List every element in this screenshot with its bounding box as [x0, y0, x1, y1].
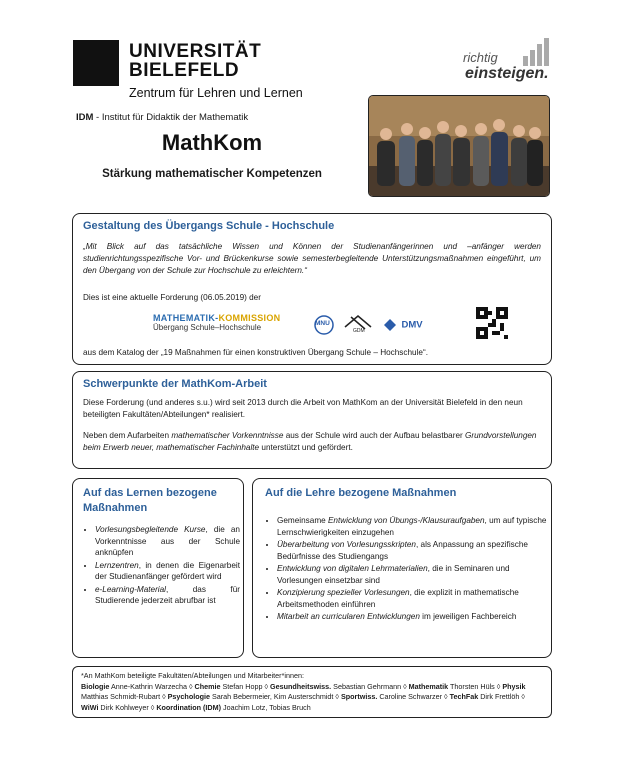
dmv-logo-icon [383, 316, 423, 334]
separator: ◊ [401, 681, 409, 691]
transition-quote: „Mit Blick auf das tatsächliche Wissen und Können der Studienanfängerinnen und –anfänger werden studienrichtungsspezifische Vor- und Brückenkurse sowie semesterbegleitende Unterstützungsmaßnahmen eingeführt, um den Übergang von der Schule zur Hochschule zu erleichtern.“ [83, 242, 541, 275]
participant-names: Caroline Schwarzer [377, 692, 443, 701]
focus-paragraph-1: Diese Forderung (und anderes s.u.) wird seit 2013 durch die Arbeit von MathKom an der Universität Bielefeld in den neun beteiligten Fakultäten/Abteilungen* realisiert. [83, 398, 523, 419]
participant-field: Physik [502, 681, 526, 691]
gdm-logo-icon [343, 313, 373, 337]
participant-names: Anne-Kathrin Warzecha [109, 681, 187, 691]
participant-names: Matthias Schmidt-Rubart [81, 692, 161, 701]
university-name [129, 42, 261, 80]
einsteigen-text: einsteigen. [465, 65, 549, 82]
teaching-measures-box [252, 478, 552, 658]
participant-names: Sarah Bebermeier, Kim Austerschmidt [209, 692, 334, 701]
separator: ◊ [187, 681, 195, 691]
list-item: • Vorlesungsbegleitende Kurse, die an Vorkenntnisse aus der Schule anknüpfen [95, 524, 240, 559]
participant-field: Chemie [194, 681, 221, 691]
richtig-einsteigen-logo [463, 38, 553, 84]
list-item: • Gemeinsame Entwicklung von Übungs-/Klausuraufgaben, um auf typische Lernschwierigkeiten einzugehen [277, 515, 547, 538]
idm-abbrev: IDM [76, 112, 94, 123]
separator: ◊ [333, 692, 341, 701]
participant-names: Joachim Lotz, Tobias Bruch [221, 702, 311, 712]
participant-field: WiWi [81, 702, 99, 712]
participant-names: Dirk Frettlöh [478, 692, 520, 701]
separator: ◊ [148, 702, 157, 712]
participant-field: Koordination (IDM) [156, 702, 221, 712]
gdm-logo-text: GDM [353, 328, 365, 334]
teaching-measures-title: Auf die Lehre bezogene Maßnahmen [265, 487, 457, 499]
participant-names: Thorsten Hüls [448, 681, 495, 691]
participant-field: Psychologie [167, 692, 210, 701]
teaching-measures-list [263, 515, 547, 624]
idm-fullname: - Institut für Didaktik der Mathematik [93, 112, 249, 123]
page-title: MathKom [161, 130, 263, 155]
zentrum-label: Zentrum für Lehren und Lernen [129, 86, 303, 100]
qr-code-icon[interactable] [476, 307, 508, 339]
university-name-line2: BIELEFELD [129, 60, 240, 81]
dmv-logo-text: DMV [401, 319, 423, 331]
participants-box [72, 666, 552, 718]
participant-field: TechFak [449, 692, 479, 701]
bars-icon [521, 38, 549, 66]
list-item: • Entwicklung von digitalen Lehrmaterialien, die in Seminaren und Vorlesungen einsetzbar sind [277, 563, 547, 586]
mnu-logo-text: MNU [315, 320, 330, 327]
list-item: • Lernzentren, in denen die Eigenarbeit der Studienanfänger gefördert wird [95, 560, 240, 583]
institute-label [76, 112, 248, 123]
separator: ◊ [262, 681, 271, 691]
participants-list [81, 682, 543, 714]
focus-paragraph-2: Neben dem Aufarbeiten mathematischer Vorkenntnisse aus der Schule wird auch der Aufbau belastbarer Grundvorstellungen beim Erwerb neuer, mathematischer Fachinhalte unterstützt und gefördert. [83, 431, 537, 452]
transition-box-title: Gestaltung des Übergangs Schule - Hochschule [83, 220, 335, 232]
participant-field: Biologie [81, 681, 110, 691]
focus-box-title: Schwerpunkte der MathKom-Arbeit [83, 378, 267, 390]
learning-measures-title: Auf das Lernen bezogene Maßnahmen [83, 487, 217, 514]
participant-field: Gesundheitswiss. [270, 681, 332, 691]
focus-box [72, 371, 552, 469]
participants-text [81, 671, 543, 713]
separator: ◊ [519, 692, 525, 701]
mnu-logo-icon [313, 314, 335, 336]
list-item: • e-Learning-Material, das für Studierende jederzeit abrufbar ist [95, 584, 240, 607]
university-logo-mark [73, 40, 119, 86]
separator: ◊ [160, 692, 168, 701]
catalog-text: aus dem Katalog der „19 Maßnahmen für einen konstruktiven Übergang Schule – Hochschule“. [83, 348, 428, 357]
separator: ◊ [494, 681, 503, 691]
demand-text: Dies ist eine aktuelle Forderung (06.05.2019) der [83, 293, 261, 302]
participant-names: Dirk Kohlweyer [98, 702, 149, 712]
mk-logo-part1: MATHEMATIK- [153, 313, 219, 323]
mk-logo-part2: KOMMISSION [218, 313, 281, 323]
participants-heading: *An MathKom beteiligte Fakultäten/Abteilungen und Mitarbeiter*innen: [81, 671, 304, 680]
learning-measures-list [81, 524, 240, 608]
list-item: • Mitarbeit an curricularen Entwicklungen im jeweiligen Fachbereich [277, 611, 547, 623]
participant-names: Sebastian Gehrmann [331, 681, 402, 691]
richtig-text: richtig [463, 50, 498, 65]
separator: ◊ [442, 692, 450, 701]
participant-field: Mathematik [408, 681, 449, 691]
list-item: • Konzipierung spezieller Vorlesungen, die explizit in mathematische Arbeitsmethoden einführen [277, 587, 547, 610]
mathematik-kommission-logo [153, 313, 280, 332]
transition-box [72, 213, 552, 365]
mk-logo-subtitle: Übergang Schule–Hochschule [153, 323, 262, 332]
university-name-line1: UNIVERSITÄT [129, 41, 262, 62]
participant-field: Sportwiss. [340, 692, 378, 701]
team-photo [368, 95, 550, 197]
list-item: • Überarbeitung von Vorlesungsskripten, als Anpassung an spezifische Bedürfnisse des Studiengangs [277, 539, 547, 562]
learning-measures-box [72, 478, 244, 658]
participant-names: Stefan Hopp [220, 681, 263, 691]
page-subtitle: Stärkung mathematischer Kompetenzen [102, 168, 322, 180]
